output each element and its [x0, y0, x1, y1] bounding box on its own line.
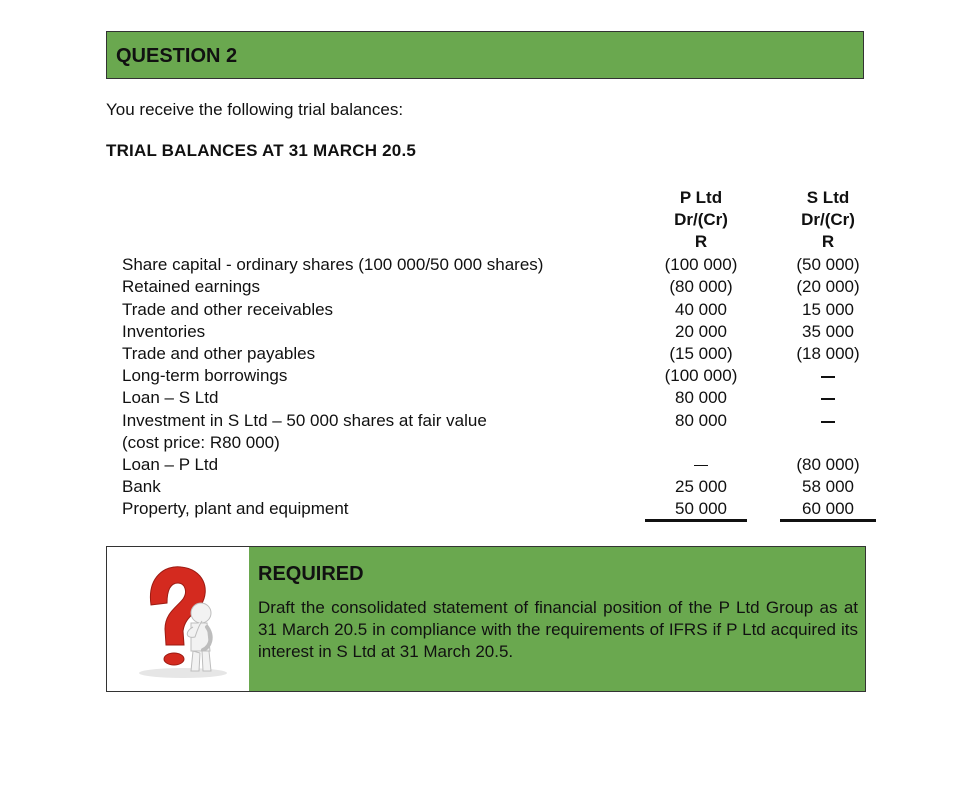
question-header [106, 31, 864, 79]
required-box [106, 546, 866, 692]
s-ltd-value: 58 000 [802, 477, 854, 496]
p-ltd-value: (80 000) [669, 277, 733, 296]
s-ltd-value: (20 000) [796, 277, 860, 296]
row-label: Bank [122, 477, 161, 496]
row-label: Retained earnings [122, 277, 260, 296]
p-ltd-value: 20 000 [675, 322, 727, 341]
p-ltd-value: (15 000) [669, 344, 733, 363]
row-label: Loan – P Ltd [122, 455, 219, 474]
required-text: Draft the consolidated statement of financial position of the P Ltd Group as at 31 March 20.5 in compliance with the requirements of IFRS if P Ltd acquired its interest in S Ltd at 31 March 20.5. [258, 598, 858, 661]
dash-icon [694, 465, 708, 466]
row-label: Inventories [122, 322, 206, 341]
p-ltd-dash [640, 454, 762, 476]
table-row [0, 454, 978, 476]
p-ltd-value: 50 000 [675, 499, 727, 518]
p-ltd-value: (100 000) [664, 366, 738, 385]
s-ltd-value: (80 000) [796, 455, 860, 474]
trial-balance-title: TRIAL BALANCES AT 31 MARCH 20.5 [106, 141, 417, 160]
table-row [0, 498, 978, 520]
question-title: QUESTION 2 [116, 45, 238, 67]
column-header-p-ltd [640, 187, 762, 253]
s-ltd-value: (50 000) [796, 255, 860, 274]
question-mark-figure-icon [107, 547, 250, 691]
s-ltd-value: (18 000) [796, 344, 860, 363]
table-row [0, 343, 978, 365]
p-ltd-value: 40 000 [675, 300, 727, 319]
s-ltd-value: 15 000 [802, 300, 854, 319]
row-label: Loan – S Ltd [122, 388, 219, 407]
column-header-s-ltd [768, 187, 888, 253]
dash-icon [821, 398, 835, 400]
row-label: Property, plant and equipment [122, 499, 349, 518]
col-p-unit: R [694, 232, 708, 251]
table-row [0, 387, 978, 409]
p-ltd-total-underline [645, 519, 747, 522]
table-row [0, 299, 978, 321]
s-ltd-dash [768, 410, 888, 432]
required-title: REQUIRED [258, 563, 364, 585]
s-ltd-value: 60 000 [802, 499, 854, 518]
s-ltd-dash [768, 365, 888, 387]
table-row [0, 432, 978, 454]
s-ltd-value: 35 000 [802, 322, 854, 341]
col-s-unit: R [821, 232, 835, 251]
table-row [0, 410, 978, 432]
col-p-sub: Dr/(Cr) [674, 210, 728, 229]
table-row [0, 254, 978, 276]
p-ltd-value: 25 000 [675, 477, 727, 496]
row-label: Trade and other receivables [122, 300, 334, 319]
intro-text: You receive the following trial balances: [106, 100, 404, 119]
table-row [0, 321, 978, 343]
required-panel [249, 547, 865, 691]
col-s-sub: Dr/(Cr) [801, 210, 855, 229]
p-ltd-value: (100 000) [664, 255, 738, 274]
col-s-name: S Ltd [806, 188, 850, 207]
table-row [0, 365, 978, 387]
dash-icon [821, 376, 835, 378]
s-ltd-total-underline [780, 519, 876, 522]
row-label: (cost price: R80 000) [122, 433, 280, 452]
table-row [0, 276, 978, 298]
row-label: Long-term borrowings [122, 366, 288, 385]
row-label: Investment in S Ltd – 50 000 shares at fair value [122, 411, 487, 430]
p-ltd-value: 80 000 [675, 388, 727, 407]
table-row [0, 476, 978, 498]
dash-icon [821, 421, 835, 423]
row-label: Trade and other payables [122, 344, 316, 363]
p-ltd-value: 80 000 [675, 411, 727, 430]
row-label: Share capital - ordinary shares (100 000/50 000 shares) [122, 255, 544, 274]
s-ltd-dash [768, 387, 888, 409]
col-p-name: P Ltd [679, 188, 723, 207]
